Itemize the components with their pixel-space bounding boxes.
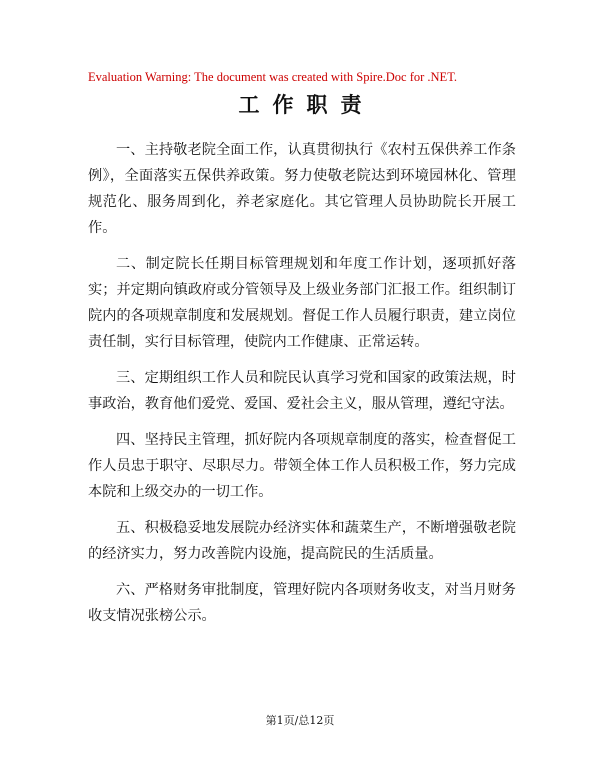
- paragraph-1: 一、主持敬老院全面工作，认真贯彻执行《农村五保供养工作条例》，全面落实五保供养政策。努力使敬老院达到环境园林化、管理规范化、服务周到化，养老家庭化。其它管理人员协助院长开展工作。: [88, 142, 516, 236]
- paragraph-5: 五、积极稳妥地发展院办经济实体和蔬菜生产，不断增强敬老院的经济实力，努力改善院内设施，提高院民的生活质量。: [88, 520, 516, 562]
- paragraph-2: 二、制定院长任期目标管理规划和年度工作计划，逐项抓好落实；并定期向镇政府或分管领导及上级业务部门汇报工作。组织制订院内的各项规章制度和发展规划。督促工作人员履行职责，建立岗位责任制，实行目标管理，使院内工作健康、正常运转。: [88, 256, 516, 350]
- evaluation-warning: Evaluation Warning: The document was created with Spire.Doc for .NET.: [88, 70, 458, 84]
- paragraph-6: 六、严格财务审批制度，管理好院内各项财务收支，对当月财务收支情况张榜公示。: [88, 582, 516, 624]
- page-number-footer: 第1页/总12页: [265, 714, 335, 727]
- paragraph-4: 四、坚持民主管理，抓好院内各项规章制度的落实，检查督促工作人员忠于职守、尽职尽力。带领全体工作人员积极工作，努力完成本院和上级交办的一切工作。: [88, 432, 516, 500]
- paragraph-3: 三、定期组织工作人员和院民认真学习党和国家的政策法规，时事政治，教育他们爱党、爱国、爱社会主义，服从管理，遵纪守法。: [88, 370, 516, 412]
- document-body: [88, 137, 516, 639]
- page-title: 工作职责: [238, 92, 375, 117]
